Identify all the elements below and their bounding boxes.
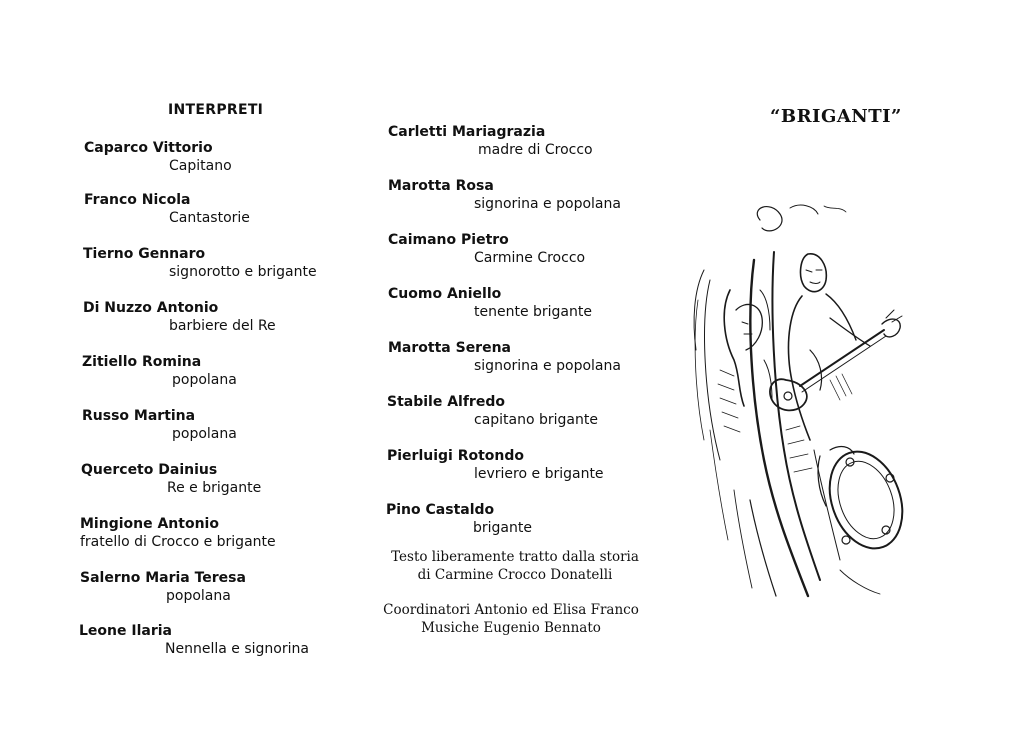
actor-name: Pino Castaldo [386,502,495,518]
cast-entry [80,569,246,605]
character-role: Cantastorie [169,210,250,226]
actor-name: Mingione Antonio [80,516,219,532]
cast-entry [388,285,592,321]
brigand-guitar-sketch-icon [690,200,920,600]
actor-name: Querceto Dainius [81,462,218,478]
character-role: Re e brigante [167,480,262,496]
cast-entry [387,393,598,429]
actor-name: Russo Martina [82,408,196,424]
actor-name: Salerno Maria Teresa [80,570,246,586]
source-credit [380,548,650,584]
cast-entry [79,622,309,658]
cast-entry [83,245,317,281]
character-role: signorina e popolana [474,358,621,374]
staff-credit [376,601,646,637]
actor-name: Marotta Rosa [388,178,494,194]
actor-name: Pierluigi Rotondo [387,448,525,464]
cast-entry [84,139,232,175]
character-role: popolana [166,588,231,604]
character-role: Capitano [169,158,232,174]
actor-name: Zitiello Romina [82,354,202,370]
cast-entry [84,191,250,227]
cast-entry [82,353,237,389]
character-role: tenente brigante [474,304,592,320]
cast-entry [388,177,621,213]
character-role: Nennella e signorina [165,641,309,657]
credit-line: Musiche Eugenio Bennato [421,620,601,636]
cast-entry [388,231,585,267]
cast-entry [81,461,261,497]
cast-entry [388,123,593,159]
actor-name: Marotta Serena [388,340,511,356]
cast-entry [388,339,621,375]
character-role: signorina e popolana [474,196,621,212]
cast-entry [83,299,276,335]
credit-line: di Carmine Crocco Donatelli [417,567,613,583]
character-role: popolana [172,372,237,388]
character-role: fratello di Crocco e brigante [80,534,276,550]
cast-entry [387,447,604,483]
cast-heading: INTERPRETI [168,102,264,118]
actor-name: Leone Ilaria [79,623,172,639]
credit-line: Coordinatori Antonio ed Elisa Franco [383,602,639,618]
actor-name: Di Nuzzo Antonio [83,300,219,316]
actor-name: Stabile Alfredo [387,394,505,410]
character-role: madre di Crocco [478,142,593,158]
character-role: brigante [473,520,532,536]
character-role: signorotto e brigante [169,264,317,280]
character-role: levriero e brigante [474,466,604,482]
cast-entry [82,407,237,443]
character-role: popolana [172,426,237,442]
actor-name: Franco Nicola [84,192,191,208]
character-role: capitano brigante [474,412,598,428]
actor-name: Carletti Mariagrazia [388,124,546,140]
actor-name: Caimano Pietro [388,232,509,248]
actor-name: Caparco Vittorio [84,140,213,156]
character-role: barbiere del Re [169,318,276,334]
actor-name: Cuomo Aniello [388,286,502,302]
actor-name: Tierno Gennaro [83,246,206,262]
character-role: Carmine Crocco [474,250,586,266]
cast-entry [80,515,276,551]
show-title: “BRIGANTI” [770,106,902,127]
cast-entry [386,501,532,537]
credit-line: Testo liberamente tratto dalla storia [391,549,639,565]
